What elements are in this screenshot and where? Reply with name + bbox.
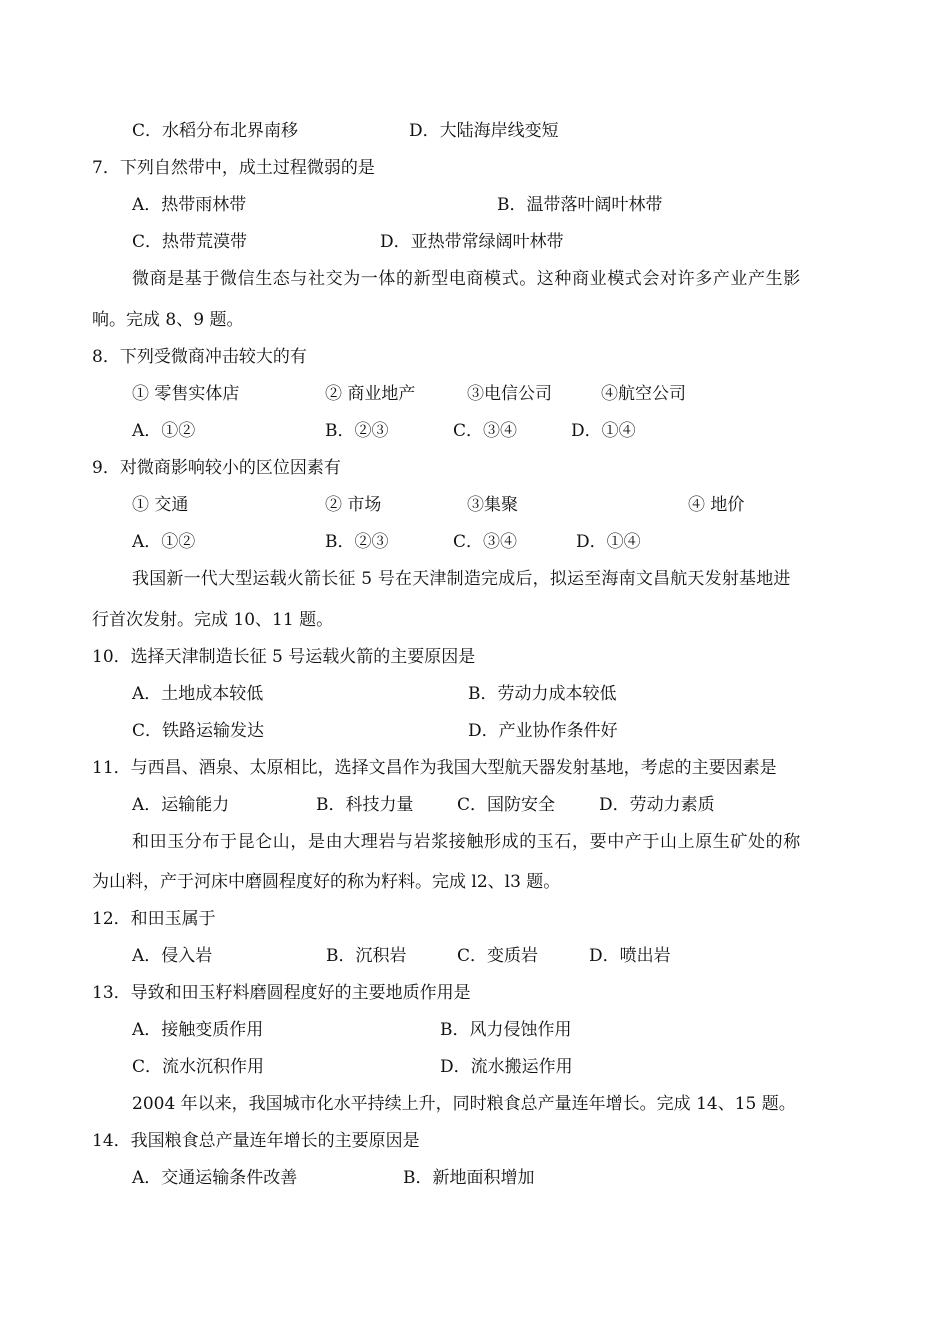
statement-2: ② 市场 bbox=[325, 495, 382, 515]
passage-urbanization: 2004 年以来，我国城市化水平持续上升，同时粮食总产量连年增长。完成 14、15 题。 bbox=[132, 1094, 796, 1114]
passage-weishang: 微商是基于微信生态与社交为一体的新型电商模式。这种商业模式会对许多产业产生影 bbox=[132, 269, 801, 289]
option-d: D．流水搬运作用 bbox=[440, 1057, 573, 1077]
option-b: B．新地面积增加 bbox=[403, 1168, 535, 1188]
passage-jade-end: 为山料，产于河床中磨圆程度好的称为籽料。完成 l2、l3 题。 bbox=[92, 872, 561, 892]
statement-1: ① 交通 bbox=[132, 495, 189, 515]
passage-weishang-end: 响。完成 8、9 题。 bbox=[92, 310, 244, 330]
option-c: C．流水沉积作用 bbox=[132, 1057, 265, 1077]
option-b: B．科技力量 bbox=[316, 795, 414, 815]
option-d: D．喷出岩 bbox=[589, 946, 671, 966]
statement-3: ③电信公司 bbox=[467, 384, 552, 404]
question-7: 7．下列自然带中，成土过程微弱的是 bbox=[92, 158, 375, 178]
option-c: C．铁路运输发达 bbox=[132, 721, 265, 741]
statement-4: ④航空公司 bbox=[601, 384, 686, 404]
option-b: B．风力侵蚀作用 bbox=[440, 1020, 572, 1040]
option-a: A．接触变质作用 bbox=[132, 1020, 264, 1040]
statement-3: ③集聚 bbox=[467, 495, 518, 515]
question-12: 12．和田玉属于 bbox=[92, 909, 216, 929]
option-b: B．沉积岩 bbox=[326, 946, 407, 966]
passage-jade: 和田玉分布于昆仑山，是由大理岩与岩浆接触形成的玉石，要中产于山上原生矿处的称 bbox=[132, 832, 801, 852]
option-row bbox=[0, 193, 950, 217]
option-d: D．亚热带常绿阔叶林带 bbox=[380, 232, 564, 252]
option-a: A．热带雨林带 bbox=[132, 195, 247, 215]
option-row bbox=[0, 530, 950, 554]
option-row bbox=[0, 719, 950, 743]
option-b: B．温带落叶阔叶林带 bbox=[497, 195, 663, 215]
option-a: A．土地成本较低 bbox=[132, 684, 264, 704]
option-d: D．大陆海岸线变短 bbox=[409, 121, 559, 141]
option-row bbox=[0, 1055, 950, 1079]
option-d: D．劳动力素质 bbox=[599, 795, 715, 815]
statement-1: ① 零售实体店 bbox=[132, 384, 240, 404]
statement-row bbox=[0, 493, 950, 517]
option-row bbox=[0, 944, 950, 968]
option-row bbox=[0, 793, 950, 817]
statement-4: ④ 地价 bbox=[688, 495, 745, 515]
option-c: C．国防安全 bbox=[457, 795, 556, 815]
option-c: C．③④ bbox=[453, 421, 518, 441]
option-row bbox=[0, 419, 950, 443]
question-8: 8．下列受微商冲击较大的有 bbox=[92, 347, 307, 367]
option-a: A．交通运输条件改善 bbox=[132, 1168, 298, 1188]
option-c: C．水稻分布北界南移 bbox=[132, 121, 299, 141]
option-a: A．①② bbox=[132, 421, 196, 441]
option-d: D．①④ bbox=[576, 532, 641, 552]
option-a: A．①② bbox=[132, 532, 196, 552]
option-d: D．①④ bbox=[571, 421, 636, 441]
question-9: 9．对微商影响较小的区位因素有 bbox=[92, 458, 341, 478]
option-a: A．侵入岩 bbox=[132, 946, 213, 966]
option-b: B．②③ bbox=[325, 421, 389, 441]
option-row bbox=[0, 1018, 950, 1042]
question-13: 13．导致和田玉籽料磨圆程度好的主要地质作用是 bbox=[92, 983, 471, 1003]
option-c: C．热带荒漠带 bbox=[132, 232, 248, 252]
statement-row bbox=[0, 382, 950, 406]
option-row bbox=[0, 119, 950, 143]
option-row bbox=[0, 230, 950, 254]
question-11: 11．与西昌、酒泉、太原相比，选择文昌作为我国大型航天器发射基地，考虑的主要因素是 bbox=[92, 758, 777, 778]
passage-rocket: 我国新一代大型运载火箭长征 5 号在天津制造完成后，拟运至海南文昌航天发射基地进 bbox=[132, 569, 791, 589]
option-c: C．③④ bbox=[453, 532, 518, 552]
question-14: 14．我国粮食总产量连年增长的主要原因是 bbox=[92, 1131, 420, 1151]
option-a: A．运输能力 bbox=[132, 795, 230, 815]
option-row bbox=[0, 682, 950, 706]
option-b: B．劳动力成本较低 bbox=[468, 684, 617, 704]
option-d: D．产业协作条件好 bbox=[468, 721, 618, 741]
option-b: B．②③ bbox=[325, 532, 389, 552]
passage-rocket-end: 行首次发射。完成 10、11 题。 bbox=[92, 610, 334, 630]
statement-2: ② 商业地产 bbox=[325, 384, 416, 404]
question-10: 10．选择天津制造长征 5 号运载火箭的主要原因是 bbox=[92, 647, 476, 667]
option-row bbox=[0, 1166, 950, 1190]
option-c: C．变质岩 bbox=[457, 946, 539, 966]
